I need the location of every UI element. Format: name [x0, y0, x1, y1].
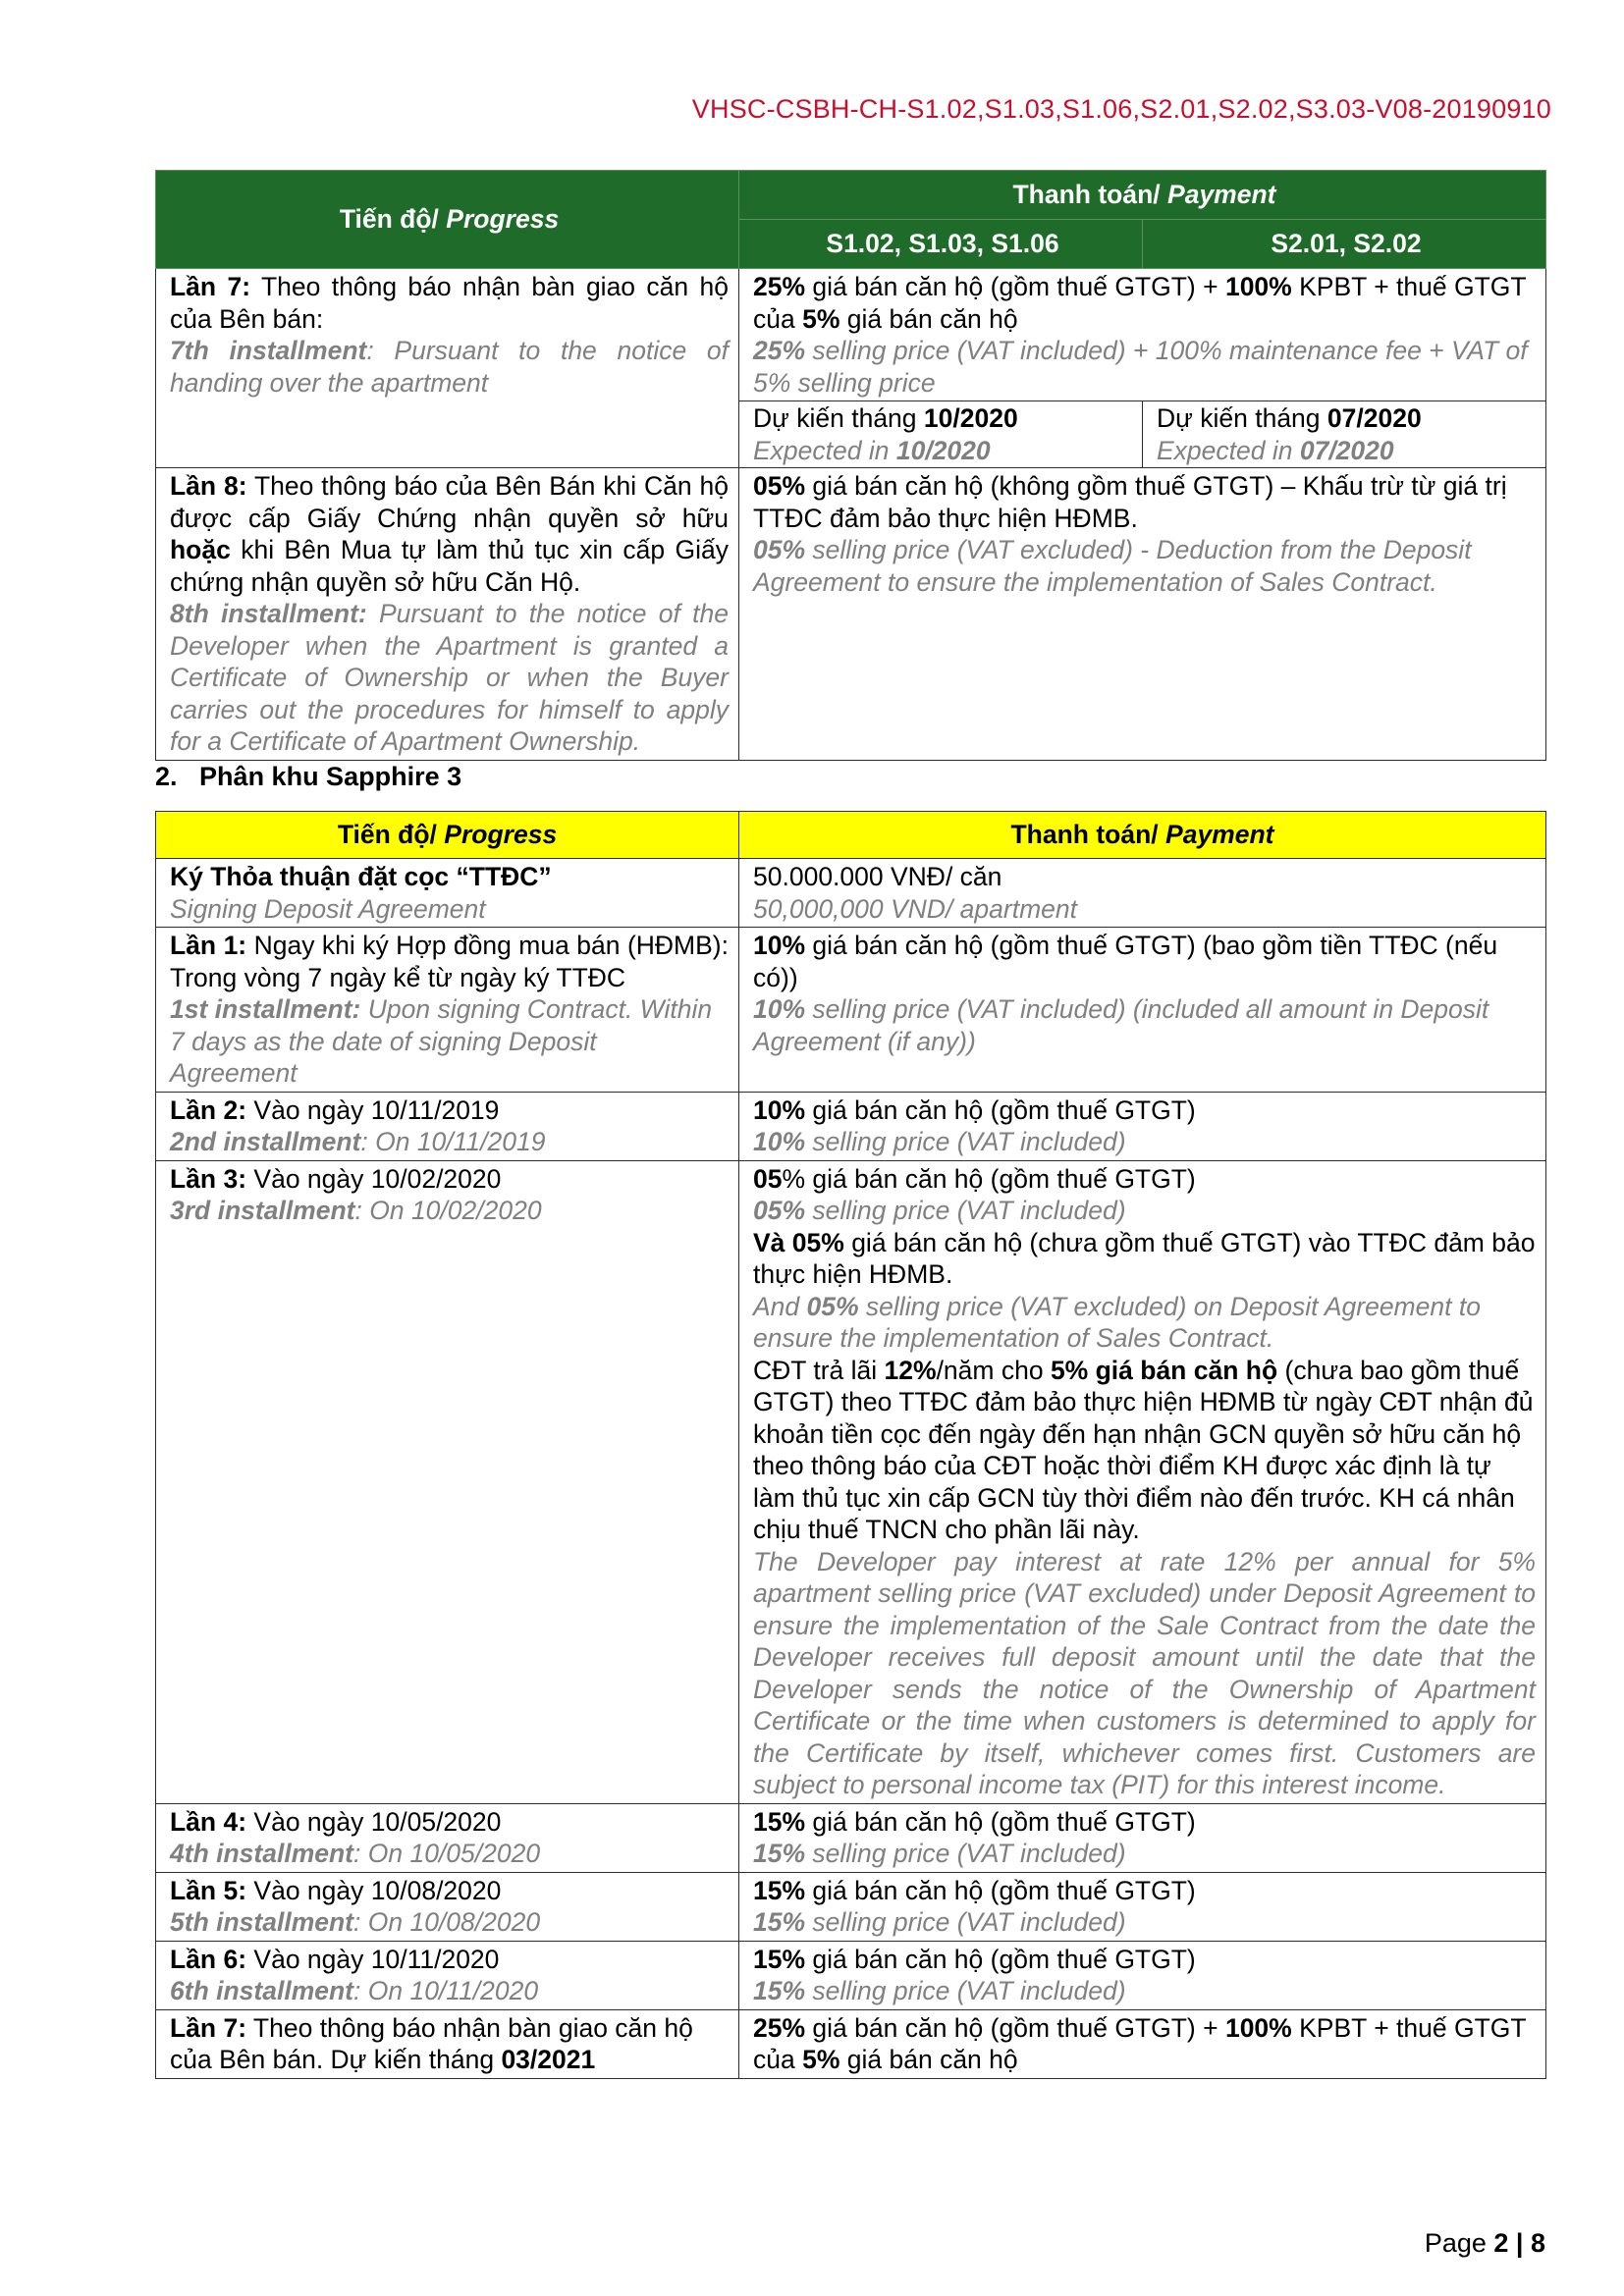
table-row: [156, 859, 1546, 928]
payment-table-s1-s2: [155, 170, 1546, 761]
expected-s1: Dự kiến tháng 10/2020 Expected in 10/2020: [739, 401, 1143, 468]
payment-cell: 15% giá bán căn hộ (gồm thuế GTGT) 15% selling price (VAT included): [739, 1941, 1546, 2009]
section-title: 2. Phân khu Sapphire 3: [155, 762, 462, 791]
table-row: [156, 1092, 1546, 1160]
table-row: [156, 2009, 1546, 2078]
header-progress: Tiến độ/ Progress: [156, 812, 739, 859]
progress-cell: Lần 4: Vào ngày 10/05/2020 4th installment: On 10/05/2020: [156, 1803, 739, 1872]
progress-cell: Lần 1: Ngay khi ký Hợp đồng mua bán (HĐMB): Trong vòng 7 ngày kể từ ngày ký TTĐC 1st installment: Upon signing Contract. Within 7 days as the date of signing Deposit Agreement: [156, 928, 739, 1093]
expected-s2: Dự kiến tháng 07/2020 Expected in 07/2020: [1143, 401, 1546, 468]
header-payment: Thanh toán/ Payment: [739, 812, 1546, 859]
payment-cell: 10% giá bán căn hộ (gồm thuế GTGT) 10% selling price (VAT included): [739, 1092, 1546, 1160]
payment-cell: 50.000.000 VNĐ/ căn 50,000,000 VND/ apartment: [739, 859, 1546, 928]
table-row: [156, 1160, 1546, 1803]
progress-cell: Ký Thỏa thuận đặt cọc “TTĐC” Signing Deposit Agreement: [156, 859, 739, 928]
table-row: [156, 1803, 1546, 1872]
header-progress: Tiến độ/ Progress: [156, 171, 739, 269]
payment-cell: 05% giá bán căn hộ (gồm thuế GTGT) 05% selling price (VAT included) Và 05% giá bán căn hộ (chưa gồm thuế GTGT) vào TTĐC đảm bảo thực hiện HĐMB. And 05% selling price (VAT excluded) on Deposit Agreement to ensure the implementation of Sales Contract. CĐT trả lãi 12%/năm cho 5% giá bán căn hộ (chưa bao gồm thuế GTGT) theo TTĐC đảm bảo thực hiện HĐMB từ ngày CĐT nhận đủ khoản tiền cọc đến ngày đến hạn nhận GCN quyền sở hữu căn hộ theo thông báo của CĐT hoặc thời điểm KH được xác định là tự làm thủ tục xin cấp GCN tùy thời điểm nào đến trước. KH cá nhân chịu thuế TNCN cho phần lãi này. The Developer pay interest at rate 12% per annual for 5% apartment selling price (VAT excluded) under Deposit Agreement to ensure the implementation of the Sale Contract from the date the Developer receives full deposit amount until the date that the Developer sends the notice of the Ownership of Apartment Certificate or the time when customers is determined to apply for the Certificate by itself, whichever comes first. Customers are subject to personal income tax (PIT) for this interest income.: [739, 1160, 1546, 1803]
table-row: [156, 1941, 1546, 2009]
header-payment: Thanh toán/ Payment: [739, 171, 1546, 220]
payment-cell: 15% giá bán căn hộ (gồm thuế GTGT) 15% selling price (VAT included): [739, 1803, 1546, 1872]
progress-cell: Lần 5: Vào ngày 10/08/2020 5th installment: On 10/08/2020: [156, 1872, 739, 1941]
progress-cell: Lần 6: Vào ngày 10/11/2020 6th installment: On 10/11/2020: [156, 1941, 739, 2009]
progress-cell: Lần 8: Theo thông báo của Bên Bán khi Căn hộ được cấp Giấy Chứng nhận quyền sở hữu hoặc khi Bên Mua tự làm thủ tục xin cấp Giấy chứng nhận quyền sở hữu Căn Hộ. 8th installment: Pursuant to the notice of the Developer when the Apartment is granted a Certificate of Ownership or when the Buyer carries out the procedures for himself to apply for a Certificate of Apartment Ownership.: [156, 468, 739, 761]
subheader-s2: S2.01, S2.02: [1143, 220, 1546, 269]
table-row: [156, 468, 1546, 761]
progress-cell: Lần 7: Theo thông báo nhận bàn giao căn hộ của Bên bán: 7th installment: Pursuant to the notice of handing over the apartment: [156, 269, 739, 468]
page-number: Page 2 | 8: [1424, 2228, 1545, 2258]
table-row: [156, 1872, 1546, 1941]
progress-cell: Lần 3: Vào ngày 10/02/2020 3rd installment: On 10/02/2020: [156, 1160, 739, 1803]
payment-cell: 15% giá bán căn hộ (gồm thuế GTGT) 15% selling price (VAT included): [739, 1872, 1546, 1941]
subheader-s1: S1.02, S1.03, S1.06: [739, 220, 1143, 269]
progress-cell: Lần 2: Vào ngày 10/11/2019 2nd installment: On 10/11/2019: [156, 1092, 739, 1160]
table-row: [156, 269, 1546, 401]
progress-cell: Lần 7: Theo thông báo nhận bàn giao căn hộ của Bên bán. Dự kiến tháng 03/2021: [156, 2009, 739, 2078]
payment-cell: 10% giá bán căn hộ (gồm thuế GTGT) (bao gồm tiền TTĐC (nếu có)) 10% selling price (VAT included) (included all amount in Deposit Agreement (if any)): [739, 928, 1546, 1093]
table-row: [156, 928, 1546, 1093]
payment-cell: 25% giá bán căn hộ (gồm thuế GTGT) + 100% KPBT + thuế GTGT của 5% giá bán căn hộ 25% selling price (VAT included) + 100% maintenance fee + VAT of 5% selling price: [739, 269, 1546, 401]
payment-cell: 25% giá bán căn hộ (gồm thuế GTGT) + 100% KPBT + thuế GTGT của 5% giá bán căn hộ: [739, 2009, 1546, 2078]
payment-cell: 05% giá bán căn hộ (không gồm thuế GTGT) – Khấu trừ từ giá trị TTĐC đảm bảo thực hiện HĐMB. 05% selling price (VAT excluded) - Deduction from the Deposit Agreement to ensure the implementation of Sales Contract.: [739, 468, 1546, 761]
payment-table-sapphire3: [155, 811, 1546, 2079]
document-code: VHSC-CSBH-CH-S1.02,S1.03,S1.06,S2.01,S2.02,S3.03-V08-20190910: [691, 94, 1551, 124]
